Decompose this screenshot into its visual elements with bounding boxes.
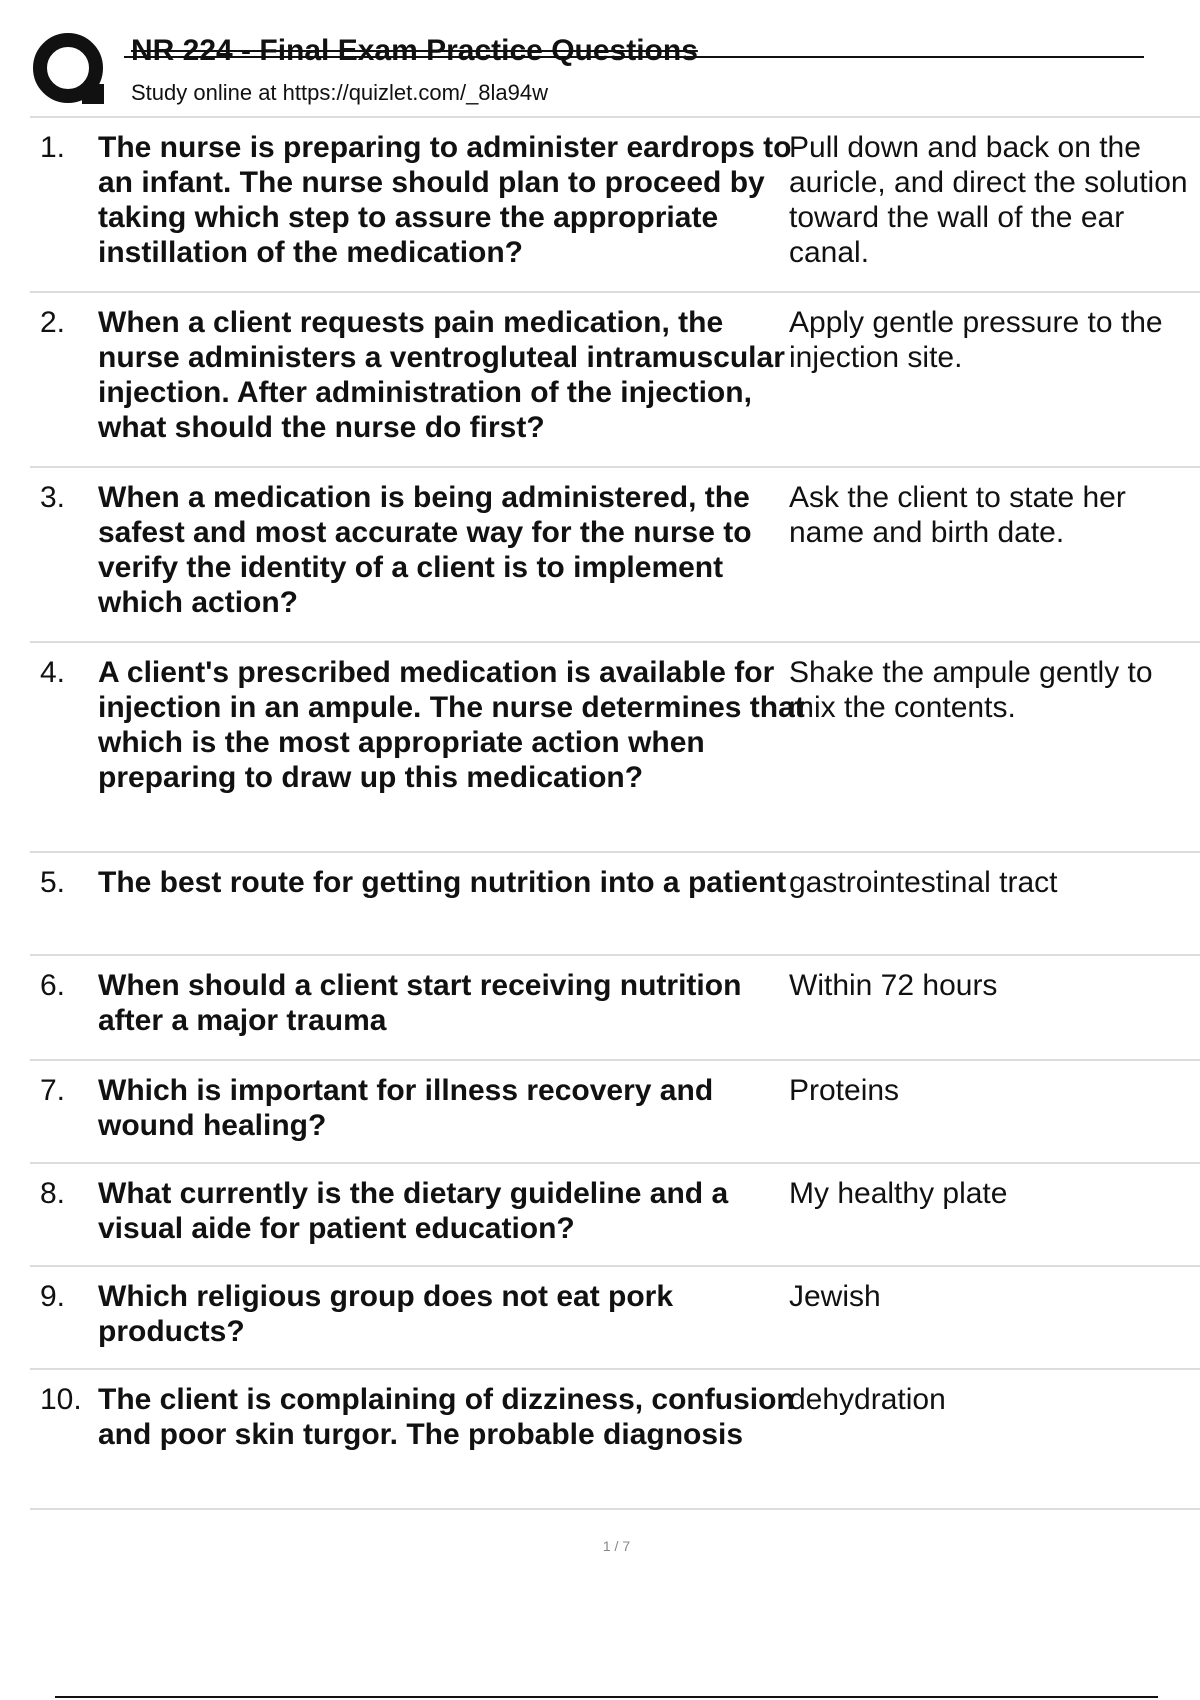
question-number: 10. [40, 1383, 82, 1416]
question-number: 8. [40, 1177, 66, 1210]
answer-text: Jewish [789, 1280, 881, 1313]
question-row-1 [30, 118, 1200, 293]
question-row-5 [30, 853, 1200, 956]
question-row-8 [30, 1164, 1200, 1267]
answer-text: dehydration [789, 1383, 946, 1416]
answer-text: Ask the client to state her name and birth date. [789, 481, 1126, 549]
question-number: 3. [40, 481, 66, 514]
question-text: When a client requests pain medication, the nurse administers a ventrogluteal intramuscular injection. After administration of the injection, what should the nurse do first? [98, 306, 785, 444]
answer-text: Pull down and back on the auricle, and direct the solution toward the wall of the ear canal. [789, 131, 1188, 269]
question-row-3 [30, 468, 1200, 643]
answer-text: Within 72 hours [789, 969, 998, 1002]
question-number: 9. [40, 1280, 66, 1313]
question-text: When a medication is being administered, the safest and most accurate way for the nurse to verify the identity of a client is to implement which action? [98, 481, 752, 619]
question-number: 4. [40, 656, 66, 689]
question-number: 5. [40, 866, 66, 899]
answer-text: Proteins [789, 1074, 900, 1107]
question-text: When should a client start receiving nutrition after a major trauma [98, 969, 742, 1037]
question-text: The client is complaining of dizziness, confusion and poor skin turgor. The probable diagnosis [98, 1383, 795, 1451]
question-text: The best route for getting nutrition into a patient [98, 866, 787, 899]
question-row-7 [30, 1061, 1200, 1164]
page-number: 1 / 7 [602, 1538, 631, 1554]
answer-text: My healthy plate [789, 1177, 1008, 1210]
question-number: 2. [40, 306, 66, 339]
document-subtitle: Study online at https://quizlet.com/_8la94w [131, 80, 549, 105]
question-list [30, 116, 1200, 1510]
question-text: A client's prescribed medication is available for injection in an ampule. The nurse determines that which is the most appropriate action when preparing to draw up this medication? [98, 656, 805, 794]
question-row-9 [30, 1267, 1200, 1370]
question-number: 7. [40, 1074, 66, 1107]
question-text: What currently is the dietary guideline and a visual aide for patient education? [98, 1177, 729, 1245]
question-number: 1. [40, 131, 66, 164]
question-text: The nurse is preparing to administer eardrops to an infant. The nurse should plan to proceed by taking which step to assure the appropriate instillation of the medication? [98, 131, 792, 269]
question-row-10 [30, 1370, 1200, 1510]
question-text: Which religious group does not eat pork products? [98, 1280, 674, 1348]
question-row-6 [30, 956, 1200, 1061]
answer-text: Apply gentle pressure to the injection site. [789, 306, 1163, 374]
answer-text: Shake the ampule gently to mix the contents. [789, 656, 1153, 724]
page-header [0, 0, 1200, 118]
question-text: Which is important for illness recovery and wound healing? [98, 1074, 714, 1142]
answer-text: gastrointestinal tract [789, 866, 1058, 899]
footer-rule [55, 1696, 1158, 1698]
question-row-2 [30, 293, 1200, 468]
question-row-4 [30, 643, 1200, 853]
quizlet-logo-icon [32, 32, 110, 110]
question-number: 6. [40, 969, 66, 1002]
document-title: NR 224 - Final Exam Practice Questions [131, 34, 698, 67]
